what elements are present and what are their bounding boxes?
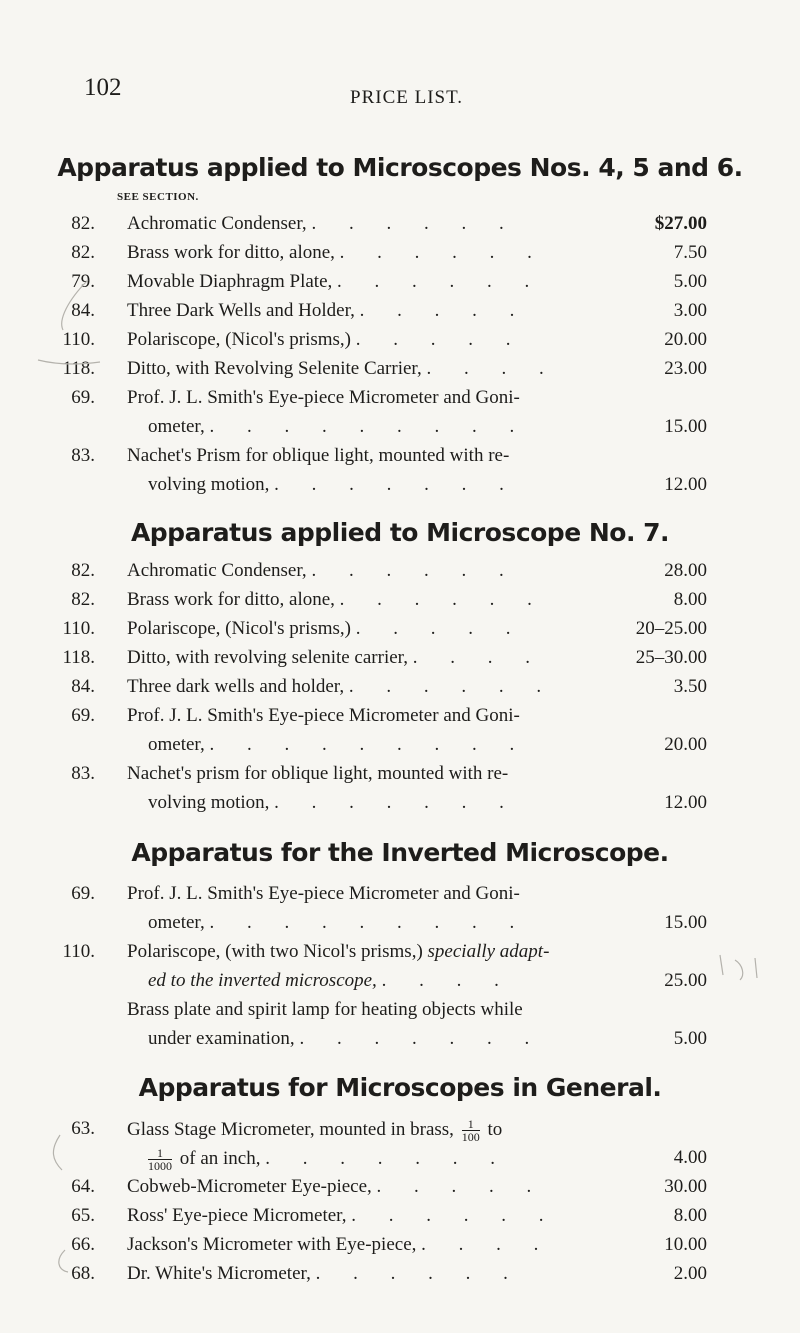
item-number: 69.	[71, 387, 95, 408]
pencil-mark-bottom	[40, 1130, 80, 1280]
item-description: ometer, . . . . . . . . .	[148, 912, 529, 933]
item-number: 69.	[71, 705, 95, 726]
item-description: Prof. J. L. Smith's Eye-piece Micrometer and Goni-	[127, 705, 520, 726]
item-description: Ditto, with revolving selenite carrier, . . . .	[127, 647, 544, 668]
item-price: 23.00	[664, 358, 707, 379]
list-item	[0, 618, 800, 650]
list-item-continuation	[0, 970, 800, 1002]
item-price: 25–30.00	[635, 647, 707, 668]
list-item	[0, 1205, 800, 1237]
item-number: 64.	[71, 1176, 95, 1197]
list-item	[0, 329, 800, 361]
section-heading: Apparatus applied to Microscope No. 7.	[130, 518, 670, 547]
item-description: Ditto, with Revolving Selenite Carrier, . . . .	[127, 358, 558, 379]
list-item	[0, 589, 800, 621]
list-item-continuation	[0, 912, 800, 944]
item-price: 10.00	[664, 1234, 707, 1255]
section-heading: Apparatus for the Inverted Microscope.	[131, 838, 669, 867]
item-number: 83.	[71, 763, 95, 784]
list-item	[0, 213, 800, 245]
item-price: 5.00	[673, 271, 707, 292]
item-description: Polariscope, (with two Nicol's prisms,) specially adapt-	[127, 941, 550, 962]
item-number: 82.	[71, 560, 95, 581]
item-price: 25.00	[664, 970, 707, 991]
list-item	[0, 999, 800, 1031]
list-item-continuation	[0, 734, 800, 766]
list-item	[0, 763, 800, 795]
fraction: $\frac{1}{1000}$	[148, 1146, 172, 1173]
fraction: $\frac{1}{100}$	[461, 1117, 480, 1144]
list-item	[0, 941, 800, 973]
item-description: Prof. J. L. Smith's Eye-piece Micrometer and Goni-	[127, 387, 520, 408]
item-number: 82.	[71, 242, 95, 263]
item-price: 20–25.00	[635, 618, 707, 639]
item-description: Movable Diaphragm Plate, . . . . . .	[127, 271, 544, 292]
item-number: 82.	[71, 589, 95, 610]
section-heading: Apparatus for Microscopes in General.	[138, 1073, 662, 1102]
item-description: Polariscope, (Nicol's prisms,) . . . . .	[127, 329, 525, 350]
list-item	[0, 271, 800, 303]
item-price: 30.00	[664, 1176, 707, 1197]
item-description: volving motion, . . . . . . .	[148, 792, 518, 813]
item-number: 69.	[71, 883, 95, 904]
list-item	[0, 560, 800, 592]
item-description: Achromatic Condenser, . . . . . .	[127, 213, 518, 234]
item-number: 84.	[71, 300, 95, 321]
list-item	[0, 883, 800, 915]
list-item	[0, 1176, 800, 1208]
list-item-continuation	[0, 416, 800, 448]
item-description: Jackson's Micrometer with Eye-piece, . . . .	[127, 1234, 553, 1255]
item-price: 3.00	[673, 300, 707, 321]
item-description: ometer, . . . . . . . . .	[148, 734, 529, 755]
item-price: 5.00	[673, 1028, 707, 1049]
item-number: 63.	[71, 1118, 95, 1139]
item-number: 65.	[71, 1205, 95, 1226]
list-item	[0, 705, 800, 737]
item-number: 82.	[71, 213, 95, 234]
item-price: 15.00	[664, 416, 707, 437]
item-number: 83.	[71, 445, 95, 466]
item-number: 66.	[71, 1234, 95, 1255]
item-price: 15.00	[664, 912, 707, 933]
running-head: PRICE LIST.	[350, 87, 464, 108]
item-description: Dr. White's Micrometer, . . . . . .	[127, 1263, 522, 1284]
item-number: 68.	[71, 1263, 95, 1284]
item-price: 8.00	[673, 589, 707, 610]
item-description: Glass Stage Micrometer, mounted in brass, $\frac{1}{100}$ to	[127, 1117, 503, 1144]
list-item	[0, 387, 800, 419]
item-description: ometer, . . . . . . . . .	[148, 416, 529, 437]
item-price: 12.00	[664, 474, 707, 495]
pencil-mark-left	[28, 270, 108, 380]
item-description: Nachet's Prism for oblique light, mounted with re-	[127, 445, 510, 466]
list-item	[0, 1118, 800, 1150]
list-item-continuation	[0, 792, 800, 824]
list-item	[0, 647, 800, 679]
item-description: Ross' Eye-piece Micrometer, . . . . . .	[127, 1205, 558, 1226]
item-description: Achromatic Condenser, . . . . . .	[127, 560, 518, 581]
list-item-continuation	[0, 1147, 800, 1179]
item-price: 2.00	[673, 1263, 707, 1284]
list-item	[0, 1234, 800, 1266]
list-item	[0, 445, 800, 477]
item-description: volving motion, . . . . . . .	[148, 474, 518, 495]
item-description: ed to the inverted microscope, . . . .	[148, 970, 513, 991]
see-section-label: SEE SECTION.	[117, 191, 199, 203]
item-number: 110.	[62, 941, 95, 962]
list-item	[0, 300, 800, 332]
item-price: 20.00	[664, 734, 707, 755]
item-number: 118.	[62, 647, 95, 668]
item-price: 8.00	[673, 1205, 707, 1226]
pencil-mark-right	[715, 940, 775, 990]
item-description: $\frac{1}{1000}$ of an inch, . . . . . . .	[148, 1146, 509, 1173]
item-description: Brass work for ditto, alone, . . . . . .	[127, 589, 546, 610]
item-description: Brass plate and spirit lamp for heating objects while	[127, 999, 523, 1020]
item-price: 28.00	[664, 560, 707, 581]
item-number: 84.	[71, 676, 95, 697]
item-description: under examination, . . . . . . .	[148, 1028, 544, 1049]
list-item-continuation	[0, 1028, 800, 1060]
item-price: 4.00	[673, 1147, 707, 1168]
item-number: 110.	[62, 618, 95, 639]
item-price: 20.00	[664, 329, 707, 350]
item-price: $27.00	[654, 213, 707, 234]
item-description: Three dark wells and holder, . . . . . .	[127, 676, 556, 697]
item-description: Brass work for ditto, alone, . . . . . .	[127, 242, 546, 263]
item-description: Prof. J. L. Smith's Eye-piece Micrometer and Goni-	[127, 883, 520, 904]
item-number: 110.	[62, 329, 95, 350]
list-item-continuation	[0, 474, 800, 506]
item-description: Three Dark Wells and Holder, . . . . .	[127, 300, 529, 321]
item-description: Cobweb-Micrometer Eye-piece, . . . . .	[127, 1176, 546, 1197]
item-description: Polariscope, (Nicol's prisms,) . . . . .	[127, 618, 525, 639]
item-price: 12.00	[664, 792, 707, 813]
list-item	[0, 242, 800, 274]
item-number: 118.	[62, 358, 95, 379]
list-item	[0, 1263, 800, 1295]
list-item	[0, 358, 800, 390]
item-price: 7.50	[673, 242, 707, 263]
item-price: 3.50	[673, 676, 707, 697]
list-item	[0, 676, 800, 708]
section-heading: Apparatus applied to Microscopes Nos. 4, 5 and 6.	[57, 153, 743, 182]
item-description: Nachet's prism for oblique light, mounted with re-	[127, 763, 509, 784]
page-number: 102	[84, 74, 122, 101]
item-number: 79.	[71, 271, 95, 292]
